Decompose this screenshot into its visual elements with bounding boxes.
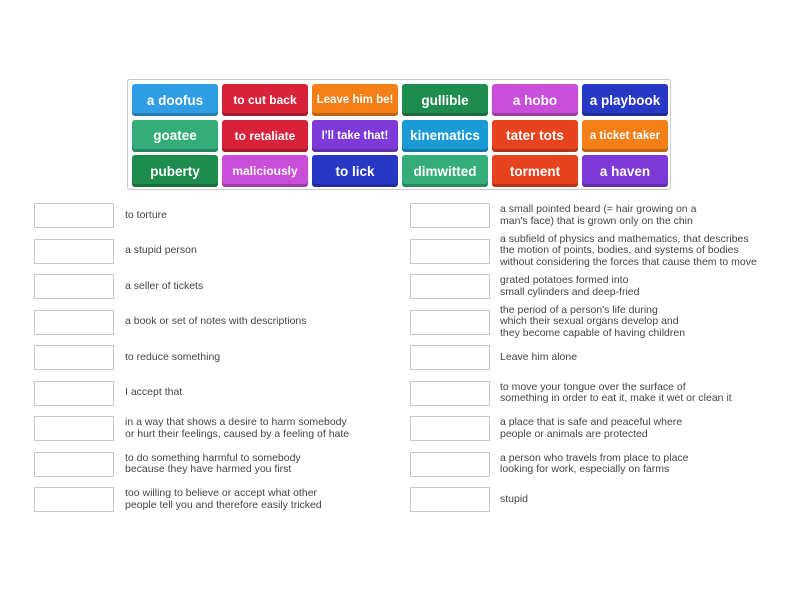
word-tile[interactable]: gullible <box>402 84 488 116</box>
definition-text <box>500 494 528 506</box>
word-tile[interactable]: a ticket taker <box>582 120 668 152</box>
word-bank <box>127 79 671 190</box>
word-tile[interactable]: puberty <box>132 155 218 187</box>
definition-text <box>500 382 732 405</box>
definition-text <box>125 281 203 293</box>
definition-line: the period of a person's life during <box>500 303 658 316</box>
answer-drop-slot[interactable] <box>410 452 490 477</box>
word-tile[interactable]: a playbook <box>582 84 668 116</box>
definition-line: a place that is safe and peaceful where <box>500 416 683 428</box>
word-tile[interactable]: a haven <box>582 155 668 187</box>
definition-text <box>125 352 220 364</box>
definition-line: to reduce something <box>125 350 221 363</box>
answer-drop-slot[interactable] <box>410 345 490 370</box>
definition-line: the motion of points, bodies, and systems of bodies <box>500 244 739 257</box>
definition-line: because they have harmed you first <box>125 463 292 475</box>
answer-drop-slot[interactable] <box>34 310 114 335</box>
definition-line: grated potatoes formed into <box>500 274 629 286</box>
definition-line: or hurt their feelings, caused by a feeling of hate <box>125 427 350 440</box>
answer-drop-slot[interactable] <box>410 239 490 264</box>
definition-line: to move your tongue over the surface of <box>500 380 686 393</box>
word-tile[interactable]: torment <box>492 155 578 187</box>
answer-drop-slot[interactable] <box>34 203 114 228</box>
definition-text <box>125 316 307 328</box>
answer-drop-slot[interactable] <box>410 416 490 441</box>
definition-line: a subfield of physics and mathematics, that describes <box>500 232 749 245</box>
word-tile[interactable]: tater tots <box>492 120 578 152</box>
word-tile[interactable]: I'll take that! <box>312 120 398 152</box>
answer-drop-slot[interactable] <box>34 452 114 477</box>
answer-drop-slot[interactable] <box>410 381 490 406</box>
definition-line: a stupid person <box>125 244 197 257</box>
answer-drop-slot[interactable] <box>34 416 114 441</box>
definition-line: Leave him alone <box>500 350 578 363</box>
definition-line: in a way that shows a desire to harm somebody <box>125 416 347 428</box>
word-tile[interactable]: dimwitted <box>402 155 488 187</box>
answer-drop-slot[interactable] <box>410 203 490 228</box>
definition-line: stupid <box>500 492 529 505</box>
definition-text <box>500 234 757 269</box>
definition-line: man's face) that is grown only on the chin <box>500 214 693 227</box>
definition-line: a small pointed beard (= hair growing on a <box>500 203 697 215</box>
answer-drop-slot[interactable] <box>34 381 114 406</box>
definition-text <box>125 210 167 222</box>
definition-text <box>500 352 577 364</box>
answer-drop-slot[interactable] <box>34 239 114 264</box>
word-tile[interactable]: Leave him be! <box>312 84 398 116</box>
word-tile[interactable]: to lick <box>312 155 398 187</box>
definition-text <box>500 204 696 227</box>
definition-text <box>125 245 197 257</box>
definition-line: which their sexual organs develop and <box>500 315 679 328</box>
definition-line: looking for work, especially on farms <box>500 463 670 475</box>
definition-text <box>125 387 182 399</box>
answer-drop-slot[interactable] <box>34 487 114 512</box>
word-tile[interactable]: maliciously <box>222 155 308 187</box>
definition-line: people or animals are protected <box>500 427 648 440</box>
word-tile[interactable]: goatee <box>132 120 218 152</box>
answer-drop-slot[interactable] <box>34 274 114 299</box>
definition-line: something in order to eat it, make it wet or clean it <box>500 392 732 404</box>
definition-text <box>125 417 349 440</box>
answer-drop-slot[interactable] <box>34 345 114 370</box>
word-tile[interactable]: kinematics <box>402 120 488 152</box>
definition-line: I accept that <box>125 386 183 399</box>
word-tile[interactable]: to cut back <box>222 84 308 116</box>
word-tile[interactable]: a hobo <box>492 84 578 116</box>
definition-line: a book or set of notes with descriptions <box>125 315 307 328</box>
definition-line: small cylinders and deep-fried <box>500 285 640 298</box>
definition-text <box>500 453 689 476</box>
definition-line: they become capable of having children <box>500 326 686 339</box>
word-tile[interactable]: a doofus <box>132 84 218 116</box>
definition-line: too willing to believe or accept what other <box>125 487 318 499</box>
answer-drop-slot[interactable] <box>410 274 490 299</box>
definition-line: people tell you and therefore easily tricked <box>125 498 322 511</box>
definition-text <box>125 488 322 511</box>
definition-line: without considering the forces that cause them to move <box>500 255 757 268</box>
definition-line: to torture <box>125 208 168 221</box>
word-tile[interactable]: to retaliate <box>222 120 308 152</box>
definition-text <box>500 275 639 298</box>
answer-drop-slot[interactable] <box>410 487 490 512</box>
answer-drop-slot[interactable] <box>410 310 490 335</box>
definition-line: a person who travels from place to place <box>500 451 689 464</box>
definition-line: to do something harmful to somebody <box>125 451 301 464</box>
definition-line: a seller of tickets <box>125 279 204 292</box>
definition-text <box>500 305 685 340</box>
definition-text <box>500 417 682 440</box>
definition-text <box>125 453 301 476</box>
